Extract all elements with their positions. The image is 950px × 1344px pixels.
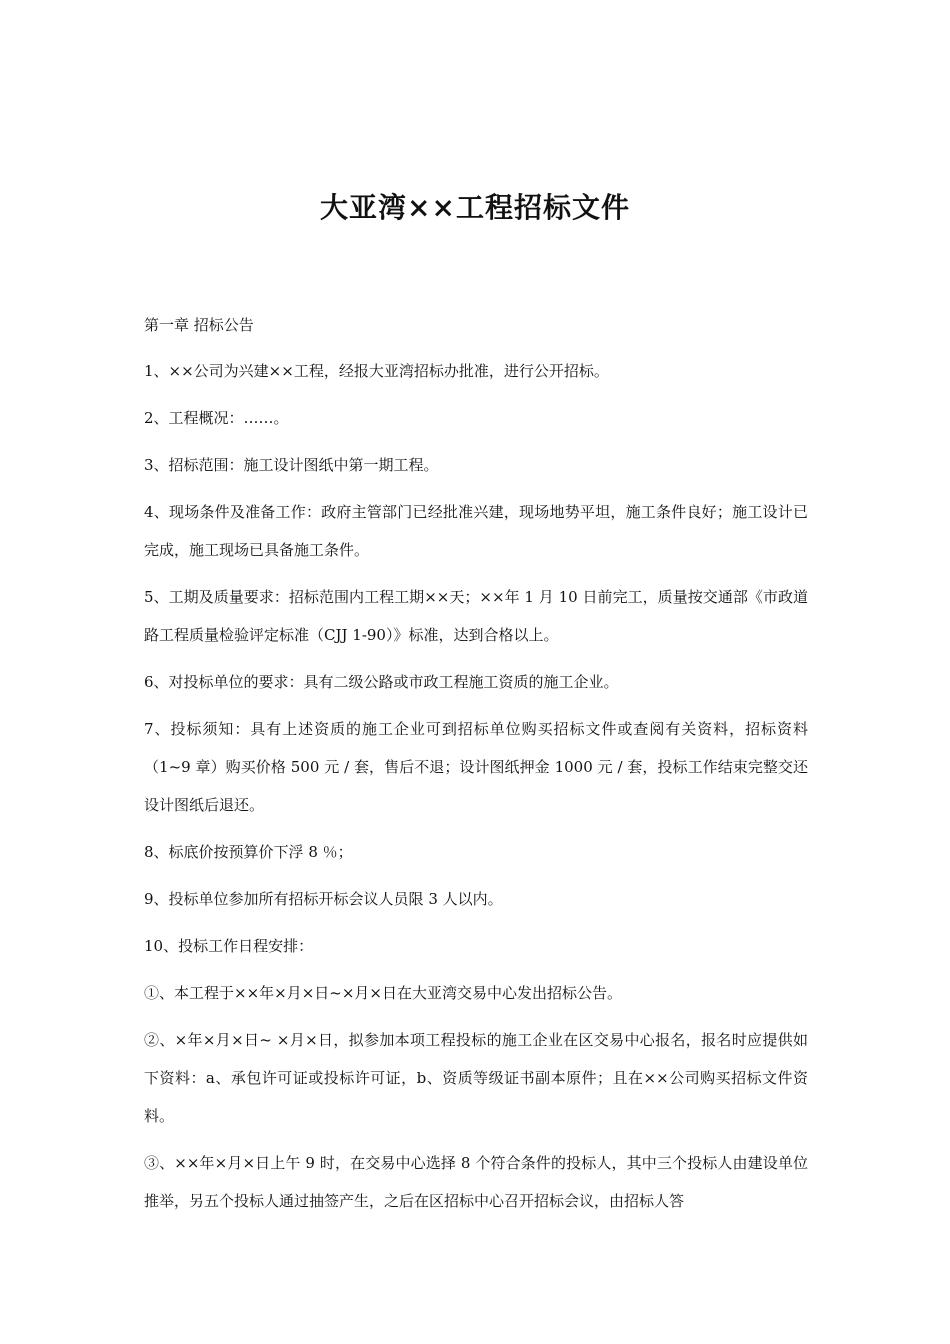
document-title: 大亚湾××工程招标文件	[320, 191, 630, 224]
schedule-item-2: ②、×年×月×日~ ×月×日，拟参加本项工程投标的施工企业在区交易中心报名，报名时应提供如下资料：a、承包许可证或投标许可证，b、资质等级证书副本原件；且在××公司购买招标文件资料。	[144, 1031, 808, 1125]
document-body	[144, 306, 808, 1229]
paragraph-4: 4、现场条件及准备工作：政府主管部门已经批准兴建，现场地势平坦，施工条件良好；施工设计已完成，施工现场已具备施工条件。	[144, 503, 808, 559]
schedule-item-1: ①、本工程于××年×月×日~×月×日在大亚湾交易中心发出招标公告。	[144, 984, 622, 1002]
paragraph-6: 6、对投标单位的要求：具有二级公路或市政工程施工资质的施工企业。	[144, 673, 619, 691]
paragraph-3: 3、招标范围：施工设计图纸中第一期工程。	[144, 456, 439, 474]
schedule-item-3: ③、××年×月×日上午 9 时，在交易中心选择 8 个符合条件的投标人，其中三个投标人由建设单位推举，另五个投标人通过抽签产生，之后在区招标中心召开招标会议，由招标人答	[144, 1154, 808, 1210]
chapter-heading: 第一章 招标公告	[144, 316, 254, 334]
paragraph-7: 7、投标须知：具有上述资质的施工企业可到招标单位购买招标文件或查阅有关资料，招标资料（1~9 章）购买价格 500 元 / 套，售后不退；设计图纸押金 1000 元 / 套，投标工作结束完整交还设计图纸后退还。	[144, 720, 808, 814]
paragraph-9: 9、投标单位参加所有招标开标会议人员限 3 人以内。	[144, 890, 503, 908]
paragraph-5: 5、工期及质量要求：招标范围内工程工期××天；××年 1 月 10 日前完工，质量按交通部《市政道路工程质量检验评定标准（CJJ 1-90）》标准，达到合格以上。	[144, 588, 808, 644]
paragraph-1: 1、××公司为兴建××工程，经报大亚湾招标办批准，进行公开招标。	[144, 362, 609, 380]
paragraph-2: 2、工程概况：……。	[144, 409, 289, 427]
paragraph-10: 10、投标工作日程安排：	[144, 937, 314, 955]
paragraph-8: 8、标底价按预算价下浮 8 ％；	[144, 843, 353, 861]
